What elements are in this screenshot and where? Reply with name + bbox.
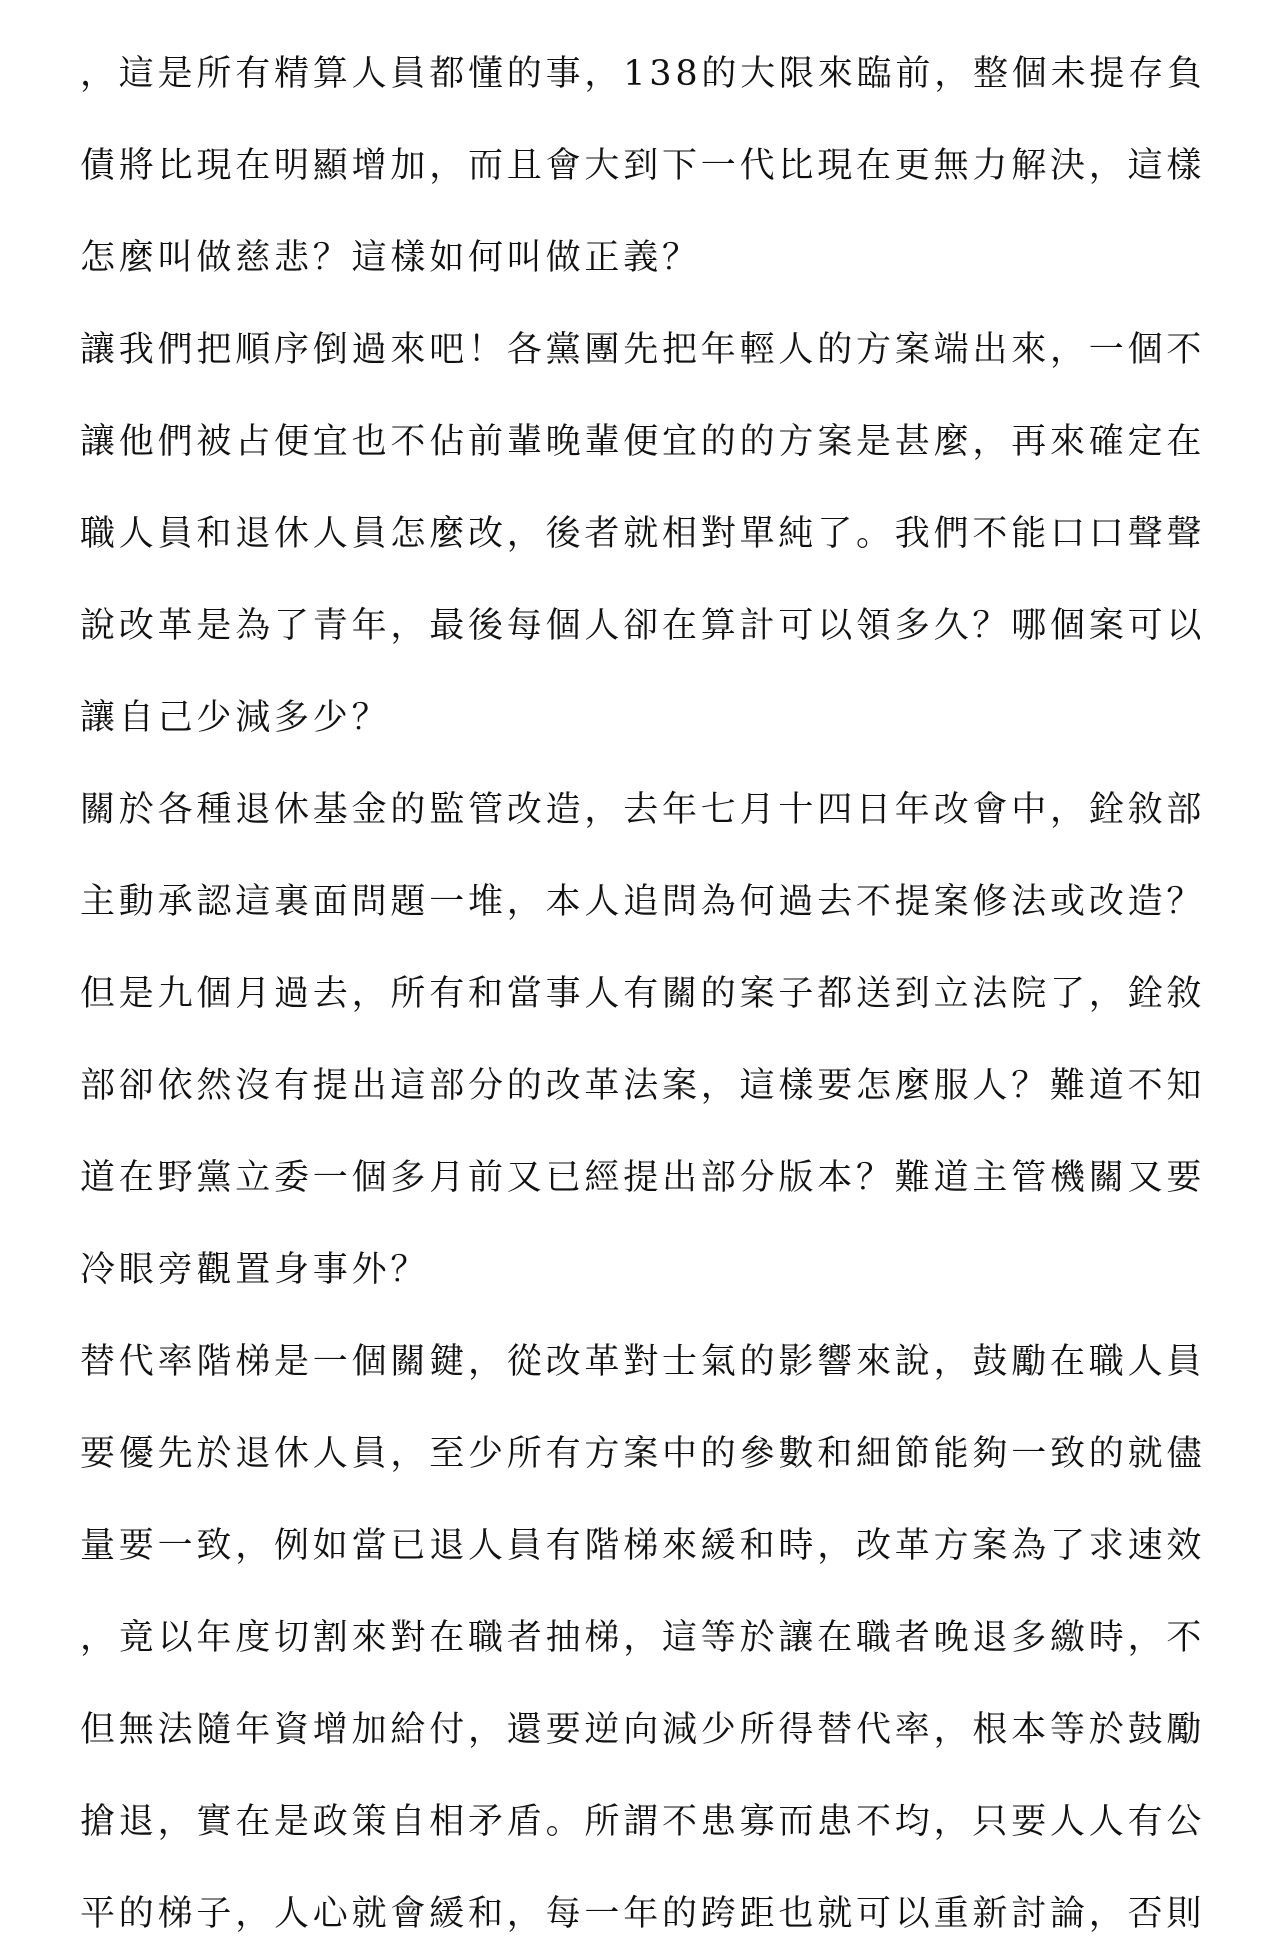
text-line-5: 讓他們被占便宜也不佔前輩晚輩便宜的的方案是甚麼，再來確定在 — [80, 422, 1206, 462]
text-line-14: 冷眼旁觀置身事外？ — [80, 1250, 430, 1290]
text-line-19: 但無法隨年資增加給付，還要逆向減少所得替代率，根本等於鼓勵 — [80, 1710, 1206, 1750]
text-line-13: 道在野黨立委一個多月前又已經提出部分版本？難道主管機關又要 — [80, 1158, 1206, 1198]
text-line-12: 部卻依然沒有提出這部分的改革法案，這樣要怎麼服人？難道不知 — [80, 1066, 1206, 1106]
text-line-21: 平的梯子，人心就會緩和，每一年的跨距也就可以重新討論，否則 — [80, 1894, 1206, 1934]
document-body — [80, 28, 1220, 1960]
text-line-8: 讓自己少減多少？ — [80, 698, 391, 738]
text-line-4: 讓我們把順序倒過來吧！各黨團先把年輕人的方案端出來，一個不 — [80, 330, 1206, 370]
text-line-2: 債將比現在明顯增加，而且會大到下一代比現在更無力解決，這樣 — [80, 146, 1206, 186]
text-line-7: 說改革是為了青年，最後每個人卻在算計可以領多久？哪個案可以 — [80, 606, 1206, 646]
text-line-1: ，這是所有精算人員都懂的事，138的大限來臨前，整個未提存負 — [80, 54, 1206, 94]
text-line-9: 關於各種退休基金的監管改造，去年七月十四日年改會中，銓敘部 — [80, 790, 1206, 830]
text-line-18: ，竟以年度切割來對在職者抽梯，這等於讓在職者晚退多繳時，不 — [80, 1618, 1206, 1658]
text-line-11: 但是九個月過去，所有和當事人有關的案子都送到立法院了，銓敘 — [80, 974, 1206, 1014]
text-line-20: 搶退，實在是政策自相矛盾。所謂不患寡而患不均，只要人人有公 — [80, 1802, 1206, 1842]
text-line-17: 量要一致，例如當已退人員有階梯來緩和時，改革方案為了求速效 — [80, 1526, 1206, 1566]
text-line-16: 要優先於退休人員，至少所有方案中的參數和細節能夠一致的就儘 — [80, 1434, 1206, 1474]
text-line-6: 職人員和退休人員怎麼改，後者就相對單純了。我們不能口口聲聲 — [80, 514, 1206, 554]
text-line-15: 替代率階梯是一個關鍵，從改革對士氣的影響來說，鼓勵在職人員 — [80, 1342, 1206, 1382]
text-line-3: 怎麼叫做慈悲？這樣如何叫做正義？ — [80, 238, 701, 278]
text-line-10: 主動承認這裏面問題一堆，本人追問為何過去不提案修法或改造？ — [80, 882, 1206, 922]
